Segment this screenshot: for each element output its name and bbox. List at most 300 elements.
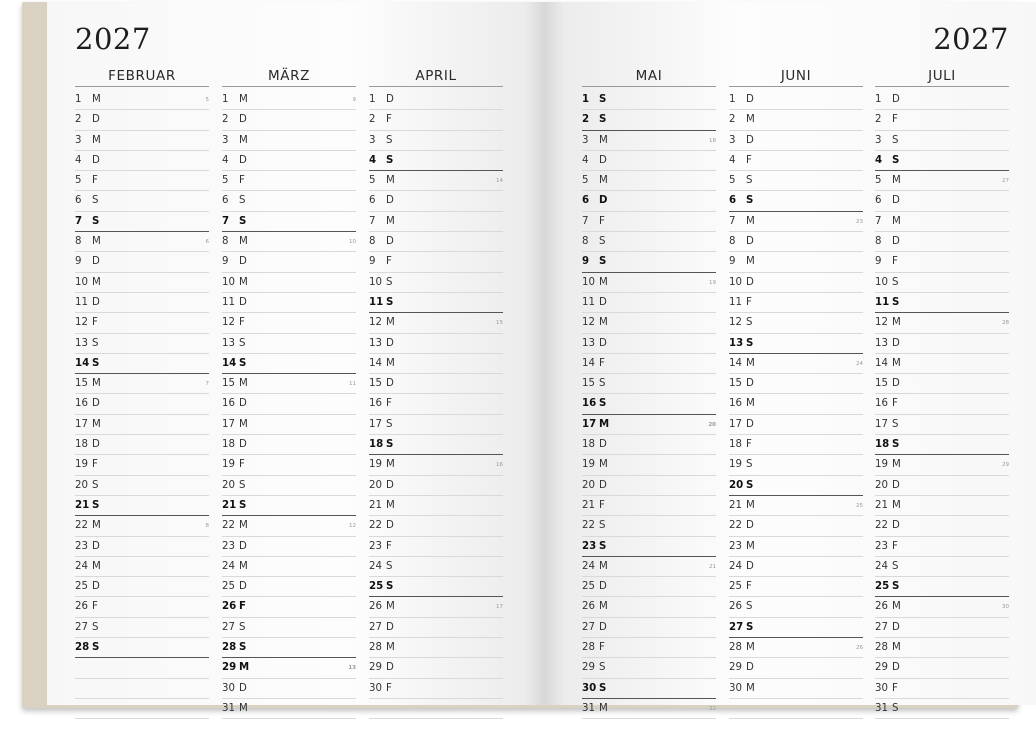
- day-row: [75, 151, 209, 171]
- day-number: 4: [582, 154, 589, 166]
- day-row: [582, 131, 716, 151]
- day-number: 18: [729, 439, 742, 451]
- day-row: [875, 618, 1009, 638]
- weekday-letter: S: [239, 215, 247, 227]
- day-row: [369, 638, 503, 658]
- week-number: 6: [205, 239, 209, 246]
- day-number: 23: [729, 540, 742, 552]
- day-row: [729, 618, 863, 638]
- weekday-letter: M: [599, 601, 608, 613]
- day-number: 30: [222, 682, 235, 694]
- day-row: [369, 293, 503, 313]
- day-number: 19: [582, 459, 595, 471]
- day-number: 1: [582, 94, 590, 105]
- weekday-letter: D: [92, 256, 100, 268]
- weekday-letter: M: [386, 357, 395, 369]
- day-number: 2: [222, 114, 229, 126]
- day-number: 6: [729, 195, 737, 207]
- weekday-letter: D: [239, 296, 247, 308]
- left-page: [47, 2, 545, 714]
- day-number: 23: [582, 540, 597, 552]
- week-number: 25: [856, 502, 863, 509]
- day-row: [369, 232, 503, 252]
- weekday-letter: M: [746, 357, 755, 369]
- day-row: [729, 516, 863, 536]
- weekday-letter: M: [92, 520, 101, 532]
- day-row: [222, 618, 356, 638]
- weekday-letter: S: [386, 154, 394, 166]
- day-number: 2: [582, 114, 590, 126]
- weekday-letter: M: [239, 134, 248, 146]
- weekday-letter: M: [892, 317, 901, 329]
- day-number: 25: [875, 581, 890, 593]
- day-row: [222, 496, 356, 516]
- day-row: [875, 191, 1009, 211]
- day-number: 12: [582, 317, 595, 329]
- day-number: 17: [729, 418, 742, 430]
- day-row: [582, 212, 716, 232]
- weekday-letter: M: [239, 520, 248, 532]
- day-number: 23: [222, 540, 235, 552]
- weekday-letter: S: [239, 479, 246, 491]
- weekday-letter: M: [746, 540, 755, 552]
- day-number: 24: [75, 560, 88, 572]
- day-row: [369, 537, 503, 557]
- month-name: JUNI: [729, 68, 863, 87]
- day-number: 6: [369, 195, 376, 207]
- day-row: [75, 638, 209, 658]
- weekday-letter: D: [599, 439, 607, 451]
- day-number: 15: [75, 378, 88, 390]
- weekday-letter: D: [239, 154, 247, 166]
- day-rows: [75, 90, 209, 719]
- day-number: 21: [729, 499, 742, 511]
- day-number: 11: [369, 296, 384, 308]
- day-row: [875, 354, 1009, 374]
- day-number: 8: [222, 236, 229, 248]
- day-row: [222, 638, 356, 658]
- weekday-letter: D: [386, 195, 394, 207]
- day-number: 27: [369, 621, 382, 633]
- day-row: [369, 435, 503, 455]
- day-row: [729, 597, 863, 617]
- day-number: 13: [875, 337, 888, 349]
- weekday-letter: F: [599, 499, 605, 511]
- day-row: [222, 212, 356, 232]
- weekday-letter: M: [599, 134, 608, 146]
- day-number: 24: [369, 560, 382, 572]
- day-row: [875, 252, 1009, 272]
- day-number: 5: [582, 175, 589, 187]
- day-rows: [875, 90, 1009, 719]
- day-number: 25: [582, 581, 595, 593]
- weekday-letter: S: [92, 195, 99, 207]
- day-number: 10: [369, 276, 382, 288]
- day-number: 11: [222, 296, 235, 308]
- day-row: [875, 374, 1009, 394]
- weekday-letter: S: [892, 418, 899, 430]
- day-row: [582, 191, 716, 211]
- weekday-letter: S: [92, 499, 100, 511]
- weekday-letter: D: [239, 439, 247, 451]
- day-number: 27: [729, 621, 744, 633]
- weekday-letter: S: [92, 479, 99, 491]
- day-number: 31: [875, 702, 888, 714]
- day-number: 13: [582, 337, 595, 349]
- day-row: [369, 252, 503, 272]
- day-number: 25: [75, 581, 88, 593]
- day-row: [875, 557, 1009, 577]
- day-number: 7: [222, 215, 230, 227]
- day-number: 3: [582, 134, 589, 146]
- empty-row: [369, 699, 503, 719]
- day-number: 23: [875, 540, 888, 552]
- day-number: 24: [875, 560, 888, 572]
- day-row: [75, 394, 209, 414]
- day-number: 18: [875, 439, 890, 451]
- weekday-letter: F: [239, 317, 245, 329]
- day-number: 15: [729, 378, 742, 390]
- day-number: 30: [729, 682, 742, 694]
- day-number: 4: [369, 154, 377, 166]
- day-row: [729, 191, 863, 211]
- weekday-letter: D: [92, 296, 100, 308]
- day-number: 28: [75, 642, 90, 654]
- weekday-letter: M: [92, 134, 101, 146]
- day-number: 11: [75, 296, 88, 308]
- week-number: 24: [856, 360, 863, 367]
- day-number: 9: [875, 256, 882, 268]
- weekday-letter: D: [386, 621, 394, 633]
- day-row: [582, 638, 716, 658]
- day-number: 3: [75, 134, 82, 146]
- day-number: 15: [222, 378, 235, 390]
- weekday-letter: D: [92, 154, 100, 166]
- weekday-letter: M: [386, 601, 395, 613]
- day-number: 13: [369, 337, 382, 349]
- weekday-letter: D: [599, 581, 607, 593]
- day-row: [369, 131, 503, 151]
- day-row: [729, 90, 863, 110]
- day-row: [369, 557, 503, 577]
- weekday-letter: M: [92, 94, 101, 105]
- day-number: 19: [369, 459, 382, 471]
- day-row: [369, 110, 503, 130]
- weekday-letter: M: [92, 276, 101, 288]
- day-number: 15: [369, 378, 382, 390]
- day-row: [222, 597, 356, 617]
- day-number: 10: [75, 276, 88, 288]
- day-number: 30: [369, 682, 382, 694]
- day-row: [222, 537, 356, 557]
- day-number: 21: [75, 499, 90, 511]
- day-row: [875, 293, 1009, 313]
- day-row: [222, 293, 356, 313]
- weekday-letter: S: [892, 276, 899, 288]
- weekday-letter: S: [599, 236, 606, 248]
- weekday-letter: D: [746, 94, 754, 105]
- day-number: 28: [582, 642, 595, 654]
- day-number: 10: [222, 276, 235, 288]
- week-number: 21: [709, 563, 716, 570]
- weekday-letter: M: [386, 499, 395, 511]
- day-number: 29: [222, 662, 237, 674]
- weekday-letter: D: [599, 154, 607, 166]
- weekday-letter: S: [746, 317, 753, 329]
- day-number: 16: [75, 398, 88, 410]
- day-number: 2: [729, 114, 736, 126]
- weekday-letter: S: [746, 621, 754, 633]
- day-row: [582, 151, 716, 171]
- week-number: 17: [496, 604, 503, 611]
- weekday-letter: S: [892, 702, 899, 714]
- weekday-letter: S: [92, 642, 100, 654]
- day-number: 26: [582, 601, 595, 613]
- day-row: [75, 597, 209, 617]
- weekday-letter: D: [92, 439, 100, 451]
- weekday-letter: M: [239, 702, 248, 714]
- empty-row: [75, 658, 209, 678]
- weekday-letter: D: [239, 114, 247, 126]
- weekday-letter: D: [92, 581, 100, 593]
- right-page: [545, 2, 1036, 714]
- day-number: 19: [222, 459, 235, 471]
- weekday-letter: S: [892, 439, 900, 451]
- day-row: [875, 577, 1009, 597]
- day-number: 28: [369, 642, 382, 654]
- day-row: [582, 313, 716, 333]
- weekday-letter: S: [239, 357, 247, 369]
- weekday-letter: F: [746, 154, 752, 166]
- day-row: [875, 496, 1009, 516]
- weekday-letter: S: [92, 621, 99, 633]
- weekday-letter: M: [599, 276, 608, 288]
- day-number: 22: [369, 520, 382, 532]
- day-row: [875, 171, 1009, 191]
- weekday-letter: D: [746, 662, 754, 674]
- day-row: [729, 232, 863, 252]
- weekday-letter: S: [746, 195, 754, 207]
- day-number: 24: [729, 560, 742, 572]
- day-row: [875, 334, 1009, 354]
- day-row: [222, 699, 356, 719]
- day-row: [75, 516, 209, 536]
- weekday-letter: F: [892, 398, 898, 410]
- day-number: 25: [222, 581, 235, 593]
- day-row: [582, 171, 716, 191]
- day-row: [729, 334, 863, 354]
- week-number: 8: [205, 523, 209, 530]
- week-number: 23: [856, 218, 863, 225]
- day-number: 7: [582, 215, 589, 227]
- week-number: 7: [205, 381, 209, 388]
- day-row: [75, 557, 209, 577]
- day-row: [369, 394, 503, 414]
- day-row: [369, 496, 503, 516]
- weekday-letter: F: [746, 296, 752, 308]
- day-number: 7: [75, 215, 83, 227]
- month-name: APRIL: [369, 68, 503, 87]
- weekday-letter: M: [239, 418, 248, 430]
- weekday-letter: S: [386, 134, 393, 146]
- weekday-letter: M: [746, 499, 755, 511]
- day-row: [582, 90, 716, 110]
- day-row: [222, 658, 356, 678]
- weekday-letter: D: [746, 134, 754, 146]
- weekday-letter: D: [386, 662, 394, 674]
- day-number: 14: [582, 357, 595, 369]
- day-number: 16: [369, 398, 382, 410]
- weekday-letter: D: [599, 195, 608, 207]
- day-row: [729, 537, 863, 557]
- weekday-letter: M: [386, 642, 395, 654]
- weekday-letter: D: [599, 621, 607, 633]
- weekday-letter: S: [746, 601, 753, 613]
- day-row: [369, 354, 503, 374]
- weekday-letter: D: [386, 479, 394, 491]
- week-number: 10: [349, 239, 356, 246]
- weekday-letter: M: [239, 276, 248, 288]
- weekday-letter: S: [746, 337, 754, 349]
- day-row: [729, 394, 863, 414]
- day-row: [75, 577, 209, 597]
- day-row: [222, 232, 356, 252]
- weekday-letter: M: [92, 560, 101, 572]
- day-row: [582, 699, 716, 719]
- day-row: [75, 476, 209, 496]
- day-row: [729, 354, 863, 374]
- weekday-letter: F: [386, 398, 392, 410]
- day-number: 14: [875, 357, 888, 369]
- day-number: 18: [75, 439, 88, 451]
- week-number: 29: [1002, 462, 1009, 469]
- weekday-letter: S: [599, 114, 607, 126]
- day-number: 15: [875, 378, 888, 390]
- day-row: [222, 415, 356, 435]
- day-number: 4: [75, 154, 82, 166]
- weekday-letter: M: [746, 256, 755, 268]
- day-number: 4: [729, 154, 736, 166]
- day-rows: [729, 90, 863, 719]
- day-row: [582, 496, 716, 516]
- month-column-maerz: [222, 68, 356, 719]
- week-number: 13: [348, 665, 356, 672]
- year-title-left: 2027: [75, 22, 151, 56]
- weekday-letter: M: [92, 418, 101, 430]
- day-row: [222, 354, 356, 374]
- day-number: 29: [582, 662, 595, 674]
- day-number: 1: [729, 94, 736, 105]
- day-number: 24: [582, 560, 595, 572]
- weekday-letter: D: [599, 337, 607, 349]
- weekday-letter: M: [599, 418, 610, 430]
- year-title-right: 2027: [933, 22, 1009, 56]
- weekday-letter: S: [599, 682, 607, 694]
- day-row: [222, 557, 356, 577]
- day-number: 29: [875, 662, 888, 674]
- day-number: 18: [222, 439, 235, 451]
- week-number: 18: [709, 137, 716, 144]
- day-row: [729, 374, 863, 394]
- day-row: [75, 131, 209, 151]
- weekday-letter: D: [892, 94, 900, 105]
- day-number: 27: [75, 621, 88, 633]
- day-row: [222, 191, 356, 211]
- weekday-letter: D: [239, 581, 247, 593]
- week-number: 12: [349, 523, 356, 530]
- day-number: 20: [582, 479, 595, 491]
- day-number: 19: [75, 459, 88, 471]
- day-number: 9: [75, 256, 82, 268]
- weekday-letter: S: [599, 94, 607, 105]
- day-number: 16: [729, 398, 742, 410]
- day-row: [75, 191, 209, 211]
- weekday-letter: F: [386, 114, 392, 126]
- day-number: 14: [729, 357, 742, 369]
- weekday-letter: D: [239, 398, 247, 410]
- weekday-letter: D: [386, 378, 394, 390]
- week-number: 26: [856, 645, 863, 652]
- day-row: [875, 476, 1009, 496]
- day-row: [875, 415, 1009, 435]
- day-number: 20: [222, 479, 235, 491]
- month-name: MAI: [582, 68, 716, 87]
- day-row: [582, 516, 716, 536]
- day-row: [75, 90, 209, 110]
- day-number: 5: [222, 175, 229, 187]
- day-row: [75, 354, 209, 374]
- weekday-letter: F: [746, 439, 752, 451]
- weekday-letter: M: [746, 114, 755, 126]
- weekday-letter: M: [892, 215, 901, 227]
- weekday-letter: M: [892, 357, 901, 369]
- day-row: [729, 679, 863, 699]
- day-number: 5: [875, 175, 882, 187]
- day-row: [222, 252, 356, 272]
- weekday-letter: S: [239, 499, 247, 511]
- weekday-letter: D: [892, 479, 900, 491]
- day-number: 18: [582, 439, 595, 451]
- day-number: 3: [222, 134, 229, 146]
- day-number: 19: [729, 459, 742, 471]
- day-number: 12: [875, 317, 888, 329]
- day-row: [222, 110, 356, 130]
- weekday-letter: M: [386, 459, 395, 471]
- weekday-letter: D: [386, 94, 394, 105]
- day-number: 26: [222, 601, 237, 613]
- day-row: [582, 232, 716, 252]
- day-row: [875, 537, 1009, 557]
- day-rows: [222, 90, 356, 719]
- day-number: 26: [875, 601, 888, 613]
- weekday-letter: M: [892, 642, 901, 654]
- day-row: [75, 415, 209, 435]
- weekday-letter: M: [92, 236, 101, 248]
- weekday-letter: M: [599, 317, 608, 329]
- weekday-letter: M: [239, 378, 248, 390]
- day-row: [582, 537, 716, 557]
- weekday-letter: F: [92, 175, 98, 187]
- day-number: 9: [729, 256, 736, 268]
- day-row: [582, 394, 716, 414]
- weekday-letter: M: [239, 662, 250, 674]
- weekday-letter: S: [746, 459, 753, 471]
- weekday-letter: M: [599, 175, 608, 187]
- day-number: 3: [875, 134, 882, 146]
- week-number: 14: [496, 178, 503, 185]
- day-row: [875, 435, 1009, 455]
- day-number: 26: [75, 601, 88, 613]
